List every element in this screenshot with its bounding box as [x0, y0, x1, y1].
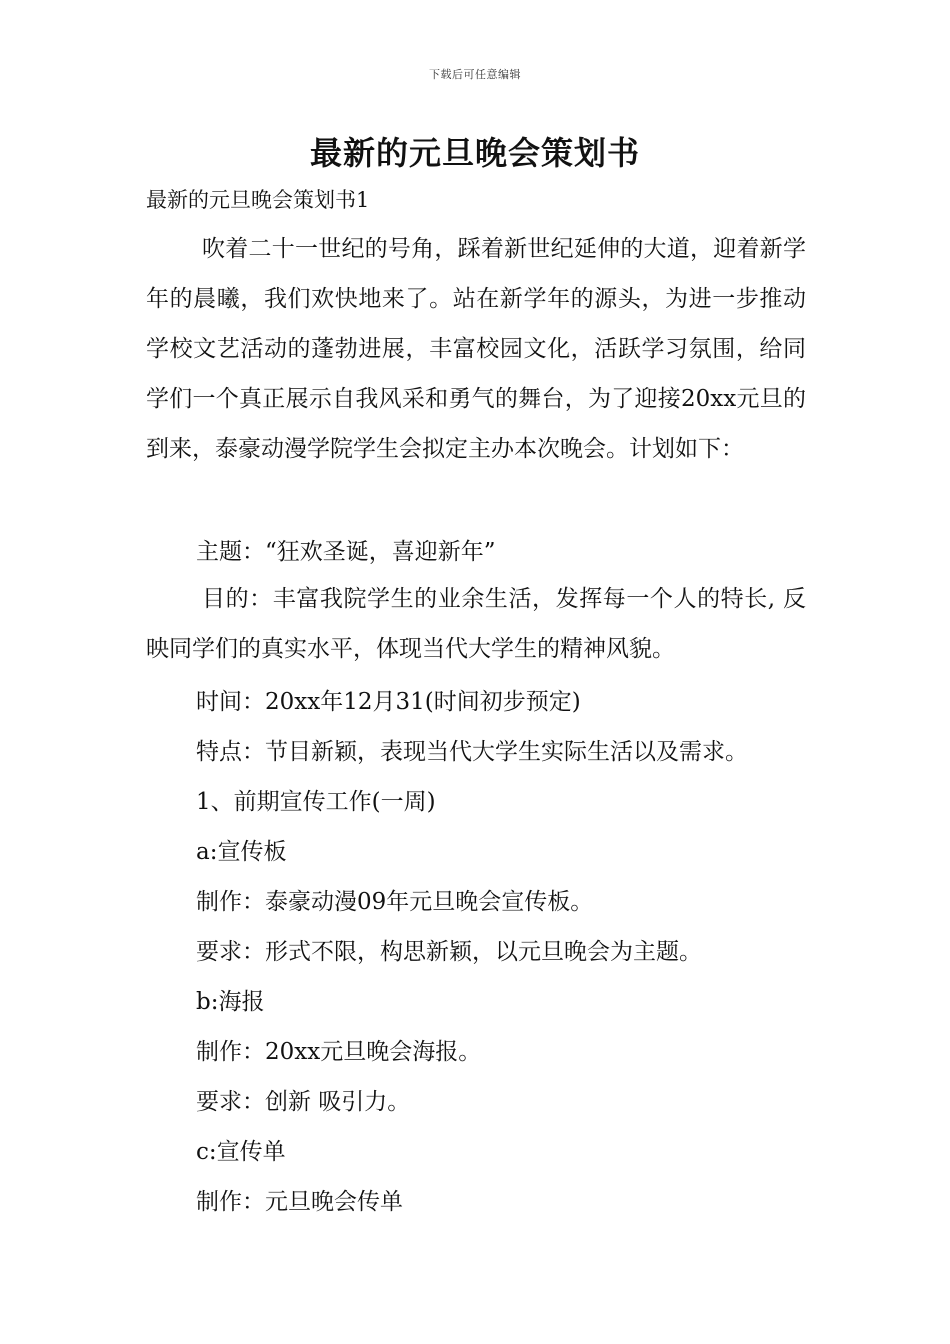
- item-b-heading: b:海报: [196, 989, 265, 1015]
- item-c-make: 制作：元旦晚会传单: [196, 1189, 403, 1215]
- header-note: 下载后可任意编辑: [429, 68, 521, 81]
- theme-line: 主题：“狂欢圣诞，喜迎新年”: [196, 539, 496, 565]
- item-a-requirement: 要求：形式不限，构思新颖，以元旦晚会为主题。: [196, 939, 702, 965]
- item-a-make: 制作：泰豪动漫09年元旦晚会宣传板。: [196, 889, 594, 915]
- section-heading: 1、前期宣传工作(一周): [196, 789, 436, 815]
- item-b-make: 制作：20xx元旦晚会海报。: [196, 1039, 482, 1065]
- intro-paragraph: 吹着二十一世纪的号角，踩着新世纪延伸的大道，迎着新学年的晨曦，我们欢快地来了。站在新学年的源头，为进一步推动学校文艺活动的蓬勃进展，丰富校园文化，活跃学习氛围，给同学们一个真正展示自我风采和勇气的舞台，为了迎接20xx元旦的到来，泰豪动漫学院学生会拟定主办本次晚会。计划如下：: [146, 236, 806, 462]
- item-a-heading: a:宣传板: [196, 839, 287, 865]
- purpose-paragraph: 目的：丰富我院学生的业余生活，发挥每一个人的特长, 反映同学们的真实水平，体现当代大学生的精神风貌。: [146, 586, 806, 662]
- item-b-requirement: 要求：创新 吸引力。: [196, 1089, 411, 1115]
- time-line: 时间：20xx年12月31(时间初步预定): [196, 689, 581, 715]
- item-c-heading: c:宣传单: [196, 1139, 286, 1165]
- features-line: 特点：节目新颖，表现当代大学生实际生活以及需求。: [196, 739, 748, 765]
- document-subtitle: 最新的元旦晚会策划书1: [146, 188, 370, 212]
- document-title: 最新的元旦晚会策划书: [309, 134, 640, 172]
